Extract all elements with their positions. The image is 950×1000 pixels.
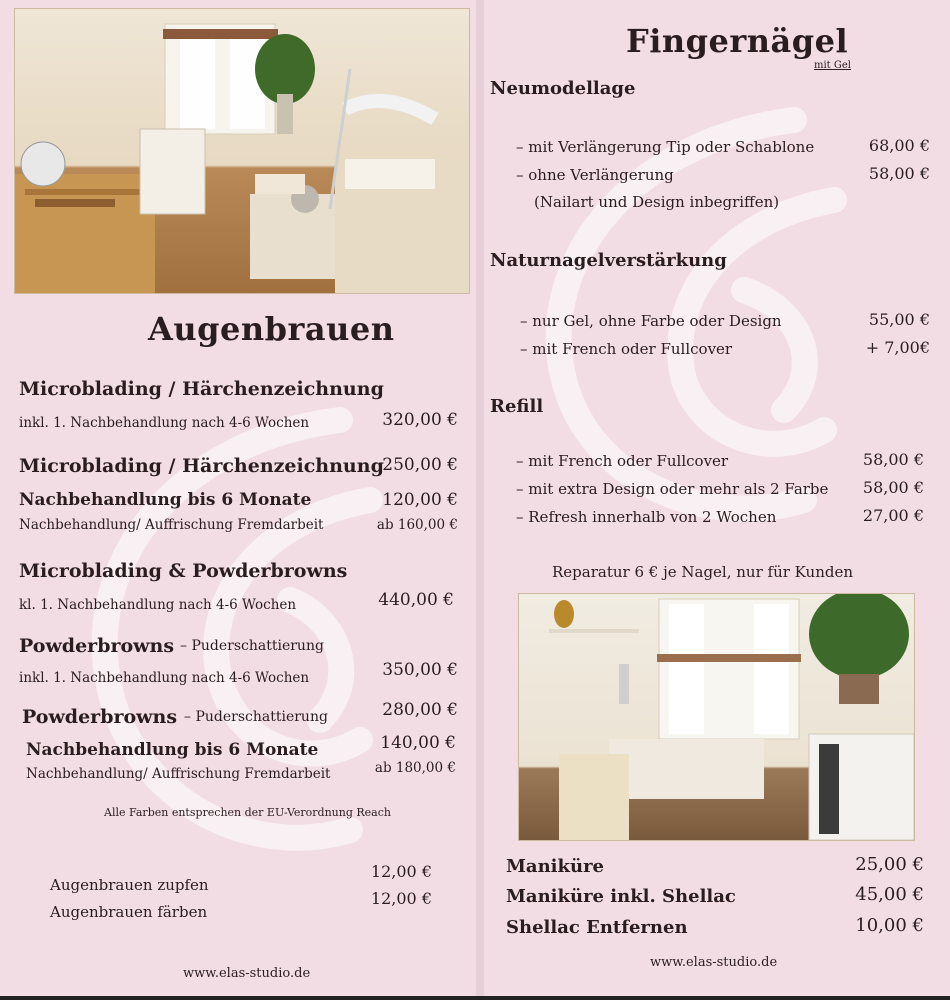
service-name: Microblading & Powderbrowns — [19, 560, 348, 582]
eu-regulation-note: Alle Farben entsprechen der EU-Verordnung Reach — [104, 806, 391, 819]
service-price: 440,00 € — [378, 590, 454, 610]
section-price: 68,00 € — [868, 136, 930, 155]
repair-note: Reparatur 6 € je Nagel, nur für Kunden — [552, 563, 854, 581]
manicure-price: 10,00 € — [855, 915, 924, 936]
service-desc: kl. 1. Nachbehandlung nach 4-6 Wochen — [19, 597, 297, 613]
left-panel — [0, 0, 476, 996]
service-name: Powderbrowns — [19, 635, 175, 657]
section-line: – mit extra Design oder mehr als 2 Farbe — [516, 480, 829, 498]
extra-service-price: 12,00 € — [370, 862, 432, 881]
section-heading: Naturnagelverstärkung — [490, 250, 727, 271]
service-price: 320,00 € — [382, 410, 458, 430]
service-price: 280,00 € — [382, 700, 458, 720]
service-price: 140,00 € — [380, 733, 456, 753]
service-name: Powderbrowns — [22, 706, 178, 728]
right-panel — [484, 0, 950, 996]
website-link[interactable]: www.elas-studio.de — [650, 955, 778, 970]
nails-title: Fingernägel — [626, 22, 849, 60]
panel-divider — [476, 0, 484, 1000]
manicure-price: 25,00 € — [855, 854, 924, 875]
manicure-name: Maniküre inkl. Shellac — [506, 886, 736, 907]
section-price: 58,00 € — [862, 478, 924, 497]
section-price: + 7,00€ — [865, 338, 930, 357]
manicure-name: Shellac Entfernen — [506, 917, 688, 938]
section-price: 55,00 € — [868, 310, 930, 329]
section-price: 58,00 € — [868, 164, 930, 183]
extra-service-name: Augenbrauen färben — [50, 903, 208, 921]
studio-room-photo — [14, 8, 470, 294]
service-price: 250,00 € — [382, 455, 458, 475]
service-name: Nachbehandlung bis 6 Monate — [19, 490, 312, 510]
section-heading: Neumodellage — [490, 78, 636, 99]
service-name: Nachbehandlung/ Auffrischung Fremdarbeit — [26, 766, 331, 782]
service-desc: inkl. 1. Nachbehandlung nach 4-6 Wochen — [19, 415, 310, 431]
service-name: Microblading / Härchenzeichnung — [19, 378, 384, 400]
manicure-name: Maniküre — [506, 856, 605, 877]
section-line: – ohne Verlängerung — [516, 166, 674, 184]
service-sub: – Puderschattierung — [184, 709, 328, 725]
section-line: – nur Gel, ohne Farbe oder Design — [520, 312, 782, 330]
service-sub: – Puderschattierung — [180, 638, 324, 654]
extra-service-price: 12,00 € — [370, 889, 432, 908]
service-name: Nachbehandlung/ Auffrischung Fremdarbeit — [19, 517, 324, 533]
section-line: – mit French oder Fullcover — [520, 340, 733, 358]
section-price: 58,00 € — [862, 450, 924, 469]
nails-title-note: mit Gel — [814, 60, 851, 71]
service-name: Nachbehandlung bis 6 Monate — [26, 740, 319, 760]
service-price: ab 180,00 € — [374, 760, 456, 776]
section-line: – mit French oder Fullcover — [516, 452, 729, 470]
extra-service-name: Augenbrauen zupfen — [50, 876, 209, 894]
eyebrows-title: Augenbrauen — [148, 310, 395, 348]
website-link[interactable]: www.elas-studio.de — [183, 966, 311, 981]
section-line: – mit Verlängerung Tip oder Schablone — [516, 138, 815, 156]
manicure-price: 45,00 € — [855, 884, 924, 905]
service-price: 120,00 € — [382, 490, 458, 510]
service-price: ab 160,00 € — [376, 517, 458, 533]
section-price: 27,00 € — [862, 506, 924, 525]
service-desc: inkl. 1. Nachbehandlung nach 4-6 Wochen — [19, 670, 310, 686]
section-line: (Nailart und Design inbegriffen) — [534, 193, 780, 211]
bottom-edge — [0, 996, 950, 1000]
nail-station-photo — [518, 593, 915, 841]
section-heading: Refill — [490, 396, 544, 417]
section-line: – Refresh innerhalb von 2 Wochen — [516, 508, 777, 526]
service-price: 350,00 € — [382, 660, 458, 680]
service-name: Microblading / Härchenzeichnung — [19, 455, 384, 477]
